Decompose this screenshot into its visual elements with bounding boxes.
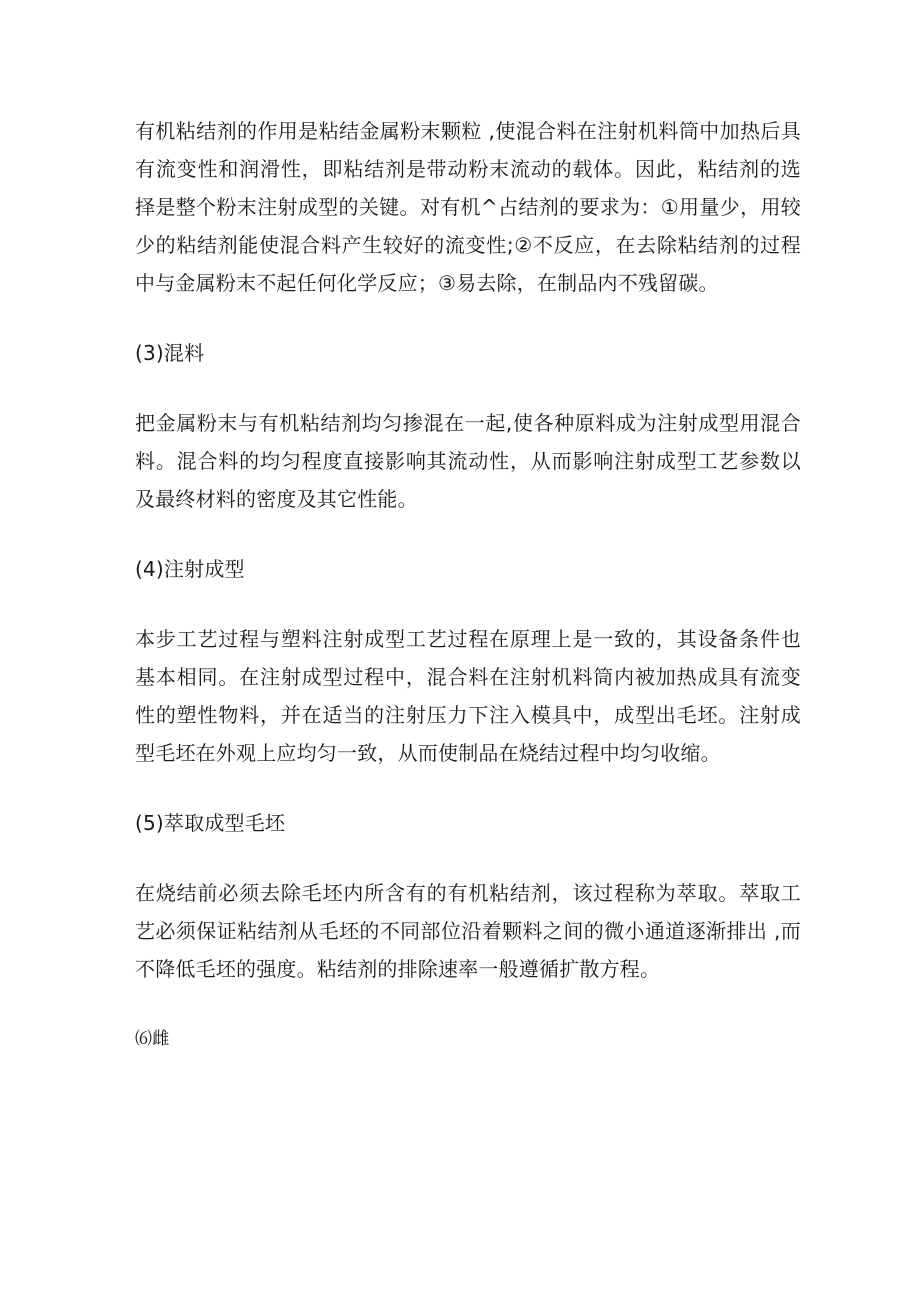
section-heading-extraction: (5)萃取成型毛坯 bbox=[135, 811, 286, 835]
paragraph-injection-molding: 本步工艺过程与塑料注射成型工艺过程在原理上是一致的，其设备条件也基本相同。在注射成型过程中，混合料在注射机料筒内被加热成具有流变性的塑性物料，并在适当的注射压力下注入模具中，成型出毛坯。注射成型毛坯在外观上应均匀一致，从而使制品在烧结过程中均匀收缩。 bbox=[135, 627, 801, 765]
paragraph-mixing: 把金属粉末与有机粘结剂均匀掺混在一起,使各种原料成为注射成型用混合料。混合料的均匀程度直接影响其流动性，从而影响注射成型工艺参数以及最终材料的密度及其它性能。 bbox=[135, 411, 801, 511]
section-heading-mixing: (3)混料 bbox=[135, 341, 205, 365]
section-heading-6: ⑹雌 bbox=[135, 1029, 170, 1049]
section-heading-injection-molding: (4)注射成型 bbox=[135, 557, 245, 581]
paragraph-extraction: 在烧结前必须去除毛坯内所含有的有机粘结剂，该过程称为萃取。萃取工艺必须保证粘结剂从毛坯的不同部位沿着颗料之间的微小通道逐渐排出 ,而不降低毛坯的强度。粘结剂的排除速率一般遵循扩散方程。 bbox=[135, 881, 801, 981]
paragraph-binder-role: 有机粘结剂的作用是粘结金属粉末颗粒 ,使混合料在注射机料筒中加热后具有流变性和润滑性，即粘结剂是带动粉末流动的载体。因此，粘结剂的选择是整个粉末注射成型的关键。对有机^占结剂的要求为：①用量少，用较少的粘结剂能使混合料产生较好的流变性;②不反应，在去除粘结剂的过程中与金属粉末不起任何化学反应；③易去除，在制品内不残留碳。 bbox=[135, 119, 801, 295]
